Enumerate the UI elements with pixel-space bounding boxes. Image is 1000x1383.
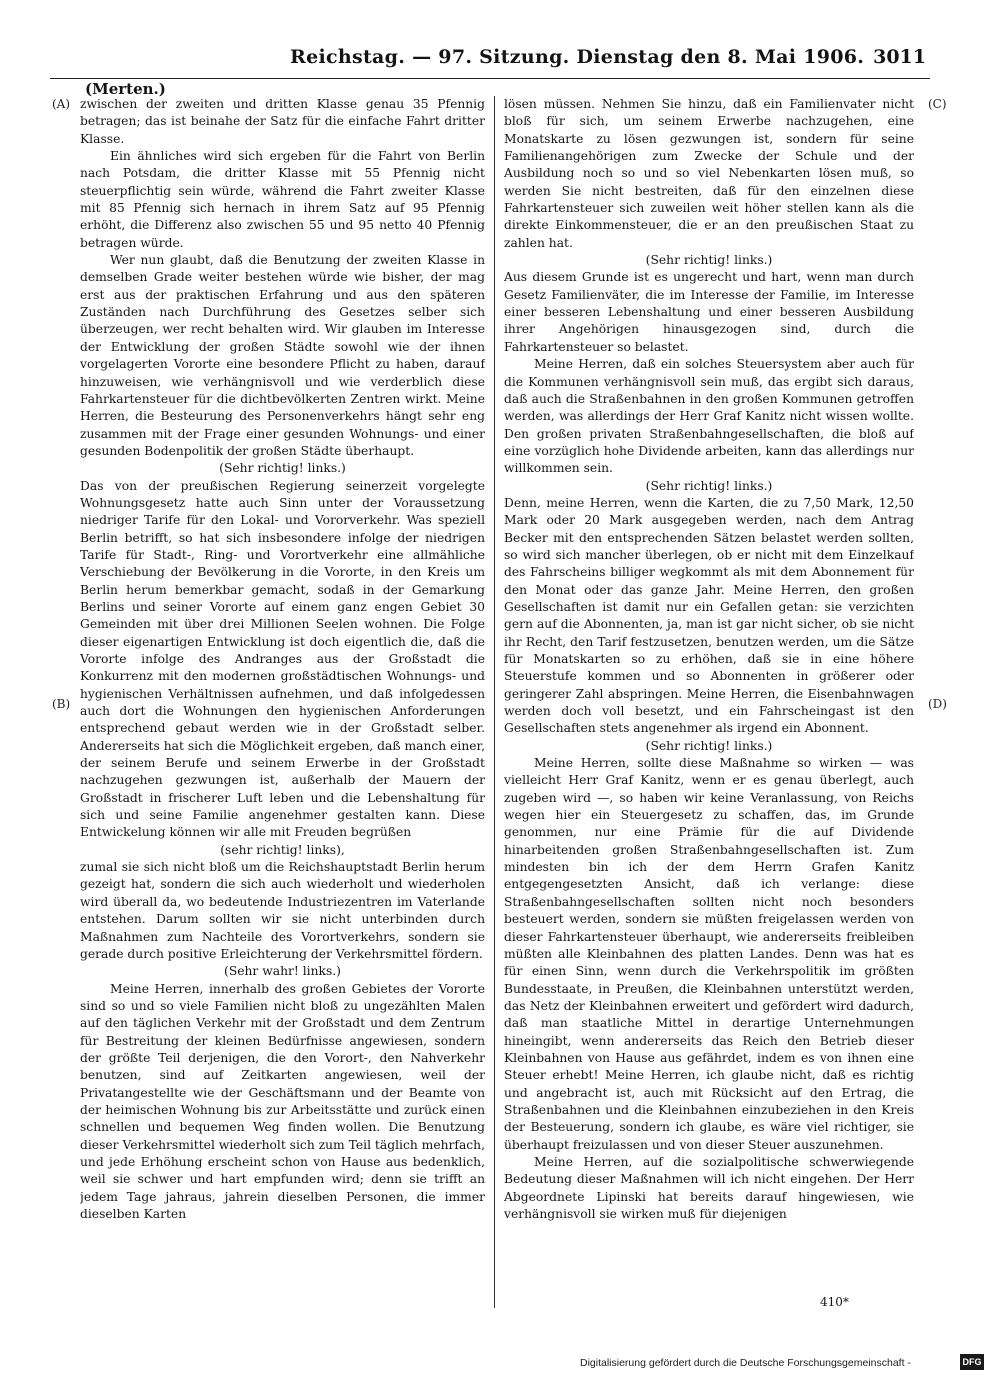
paragraph: Meine Herren, daß ein solches Steuersystem aber auch für die Kommunen verhängnisvoll sein muß, das ergibt sich daraus, daß auch die Straßenbahnen in den großen Kommunen getroffen werden, was allerdings der Herr Graf Kanitz nicht wissen wollte. Den großen privaten Straßenbahngesellschaften, die bloß auf eine vorzüglich hohe Dividende arbeiten, kann das allerdings nur willkommen sein.: [504, 357, 914, 476]
interjection: (Sehr wahr! links.): [224, 964, 341, 979]
funding-note: Digitalisierung gefördert durch die Deutsche Forschungsgemeinschaft -: [580, 1357, 911, 1369]
paragraph: Das von der preußischen Regierung seinerzeit vorgelegte Wohnungsgesetz hatte auch Sinn unter der Voraussetzung niedriger Tarife für den Lokal- und Vororverkehr. Was speziell Berlin betrifft, so hat sich insbesondere infolge der niedrigen Tarife für Stadt-, Ring- und Vorortverkehr eine allmähliche Verschiebung der Bevölkerung in die Vororte, in den Kreis um Berlin herum bemerkbar gemacht, sodaß in der Gemarkung Berlins und seiner Vororte auf einem ganz engen Gebiet 30 Gemeinden mit über drei Millionen Seelen wohnen. Die Folge dieser eigenartigen Entwicklung ist doch eigentlich die, daß die Vororte infolge des Andranges aus der Großstadt die Konkurrenz mit den modernen großstädtischen Wohnungs- und hygienischen Verhältnissen aufnehmen, und daß infolgedessen auch dort die Wohnungen den hygienischen Anforderungen entsprechend gebaut werden wie in der Großstadt selber. Andererseits hat sich die Möglichkeit ergeben, daß manch einer, der seinem Berufe und seinem Erwerbe in der Großstadt nachzugehen gezwungen ist, außerhalb der Mauern der Großstadt in frischerer Luft leben und die Lebenshaltung für sich und seine Familie angenehmer gestalten kann. Diese Entwickelung können wir alle mit Freuden begrüßen: [80, 478, 485, 840]
paragraph: Meine Herren, sollte diese Maßnahme so wirken — was vielleicht Herr Graf Kanitz, wenn er es genau überlegt, auch zugeben wird —, so haben wir keine Veranlassung, von Reichs wegen hier ein Steuergesetz zu schaffen, das, im Grunde genommen, nur eine Prämie für die auf Dividende hinarbeitenden großen Straßenbahngesellschaften ist. Zum mindesten bin ich der dem Herrn Grafen Kanitz entgegengesetzten Ansicht, daß ich verlange: diese Straßenbahngesellschaften sollten nicht noch besonders besteuert werden, sondern sie müßten freigelassen werden von dieser Fahrkartensteuer überhaupt, wie andererseits freibleiben müßten alle Kleinbahnen des platten Landes. Denn was hat es für einen Sinn, wenn durch die Verkehrspolitik im größten Bundesstaate, in Preußen, die Kleinbahnen unterstützt werden, das Netz der Kleinbahnen erweitert und gefördert wird dadurch, daß man staatliche Mittel in derartige Unternehmungen hineingibt, wenn andererseits das Reich den Betrieb dieser Kleinbahnen von Hause aus gefährdet, indem es von ihnen eine Steuer erhebt! Meine Herren, ich glaube nicht, daß es richtig und angebracht ist, auch mit Rücksicht auf den Ertrag, die Straßenbahnen und die Kleinbahnen einzubeziehen in den Kreis der Besteuerung, sondern ich glaube, es wäre viel richtiger, sie überhaupt freizulassen und von dieser Steuer auszunehmen.: [504, 756, 914, 1152]
page-footer: [580, 1352, 990, 1374]
right-column: [504, 96, 914, 1296]
paragraph: Meine Herren, auf die sozialpolitische schwerwiegende Bedeutung dieser Maßnahmen will ich nicht eingehen. Der Herr Abgeordnete Lipinski hat bereits darauf hingewiesen, wie verhängnisvoll sie wirken muß für diejenigen: [504, 1154, 914, 1221]
page-number: 3011: [873, 46, 926, 68]
interjection: (Sehr richtig! links.): [645, 738, 773, 753]
paragraph: Ein ähnliches wird sich ergeben für die Fahrt von Berlin nach Potsdam, die dritter Klasse mit 55 Pfennig nicht steuerpflichtig sein würde, während die Fahrt zweiter Klasse mit 85 Pfennig sich hernach in ihrem Satz auf 95 Pfennig erhöht, die Differenz also zwischen 55 und 95 netto 40 Pfennig betragen würde.: [80, 149, 485, 250]
page-header: [50, 38, 930, 79]
margin-marker-b: (B): [52, 697, 71, 711]
dfg-logo: DFG: [960, 1354, 984, 1370]
header-title: Reichstag. — 97. Sitzung. Dienstag den 8. Mai 1906.: [290, 46, 865, 68]
signature-mark: 410*: [820, 1295, 849, 1309]
margin-marker-d: (D): [928, 697, 947, 711]
left-column: [80, 96, 485, 1296]
paragraph: Meine Herren, innerhalb des großen Gebietes der Vororte sind so und so viele Familien nicht bloß zu ungezählten Malen auf den täglichen Verkehr mit der Großstadt und dem Zentrum für Bestreitung der kleinen Bedürfnisse angewiesen, sondern der größte Teil derjenigen, die den Vorort-, den Nahverkehr benutzen, sind auf Zeitkarten angewiesen, weil der Privatangestellte wie der Geschäftsmann und der Beamte von der heimischen Wohnung bis zur Arbeitsstätte und zurück einen schnellen und bequemen Weg finden wollen. Die Benutzung dieser Verkehrsmittel wiederholt sich zum Teil täglich mehrfach, und jede Erhöhung erscheint schon von Hause aus bedenklich, weil sie schwer und hart empfunden wird; denn sie trifft an jedem Tage jahraus, jahrein dieselben Personen, die immer dieselben Karten: [80, 981, 485, 1221]
paragraph: lösen müssen. Nehmen Sie hinzu, daß ein Familienvater nicht bloß für sich, um seinem Erwerbe nachzugehen, eine Monatskarte zu lösen gezwungen ist, sondern für seine Familienangehörigen zum Zwecke der Schule und der Ausbildung noch so und so viel Nebenkarten lösen muß, so werden Sie nicht bestreiten, daß für den einzelnen diese Fahrkartensteuer sich zuweilen weit höher stellen kann als die direkte Einkommensteuer, die er an den preußischen Staat zu zahlen hat.: [504, 97, 914, 250]
paragraph: Denn, meine Herren, wenn die Karten, die zu 7,50 Mark, 12,50 Mark oder 20 Mark ausgegeben werden, nach dem Antrag Becker mit den entsprechenden Sätzen belastet werden sollten, so wird sich mancher überlegen, ob er nicht mit dem Einzelkauf des Fahrscheins billiger wegkommt als mit dem Abonnement für den Monat oder das ganze Jahr. Meine Herren, den großen Gesellschaften ist damit nur ein Gefallen getan: sie verzichten gern auf die Abonnenten, ja, man ist gar nicht sicher, ob sie nicht ihr Recht, den Tarif festzusetzen, benutzen werden, um die Sätze für Monatskarten so zu erhöhen, daß sie in eine höhere Steuerstufe kommen und so Abonnenten in größerer oder geringerer Zahl abspringen. Meine Herren, die Eisenbahnwagen werden doch voll besetzt, und ein Fahrscheingast ist den Gesellschaften stets angenehmer als irgend ein Abonnent.: [504, 495, 914, 736]
interjection: (sehr richtig! links),: [220, 842, 345, 857]
paragraph: zumal sie sich nicht bloß um die Reichshauptstadt Berlin herum gezeigt hat, sondern die sich auch wiederholt und wiederholen wird überall da, wo bedeutende Industriezentren im Vaterlande entstehen. Darum sollten wir sie nicht unterbinden durch Maßnahmen zum Nachteile des Vorortverkehrs, sondern sie gerade durch positive Erleichterung der Verkehrsmittel fördern.: [80, 860, 485, 961]
interjection: (Sehr richtig! links.): [645, 478, 773, 493]
speaker-name: (Merten.): [85, 80, 166, 98]
column-divider: [494, 96, 495, 1308]
paragraph: Aus diesem Grunde ist es ungerecht und hart, wenn man durch Gesetz Familienväter, die im Interesse der Familie, im Interesse einer besseren Lebenshaltung und einer besseren Ausbildung ihrer Angehörigen hinausgezogen sind, durch die Fahrkartensteuer so belastet.: [504, 270, 914, 354]
paragraph: zwischen der zweiten und dritten Klasse genau 35 Pfennig betragen; das ist beinahe der Satz für die einfache Fahrt dritter Klasse.: [80, 97, 485, 146]
interjection: (Sehr richtig! links.): [219, 461, 346, 476]
margin-marker-c: (C): [928, 97, 947, 111]
paragraph: Wer nun glaubt, daß die Benutzung der zweiten Klasse in demselben Grade weiter bestehen würde wie bisher, der mag erst aus der praktischen Erfahrung und aus den späteren Zuständen nach Durchführung des Gesetzes selber sich überzeugen, wer recht behalten wird. Wir glauben im Interesse der Entwicklung der großen Städte sowohl wie der ihnen vorgelagerten Vororte eine besondere Pflicht zu haben, darauf hinzuweisen, wie verhängnisvoll und wie verderblich diese Fahrkartensteuer für die dichtbevölkerten Zentren wirkt. Meine Herren, die Besteurung des Personenverkehrs hängt sehr eng zusammen mit der Frage einer gesunden Wohnungs- und einer gesunden Bodenpolitik der großen Städte überhaupt.: [80, 253, 485, 458]
margin-marker-a: (A): [52, 97, 71, 111]
interjection: (Sehr richtig! links.): [645, 253, 773, 268]
